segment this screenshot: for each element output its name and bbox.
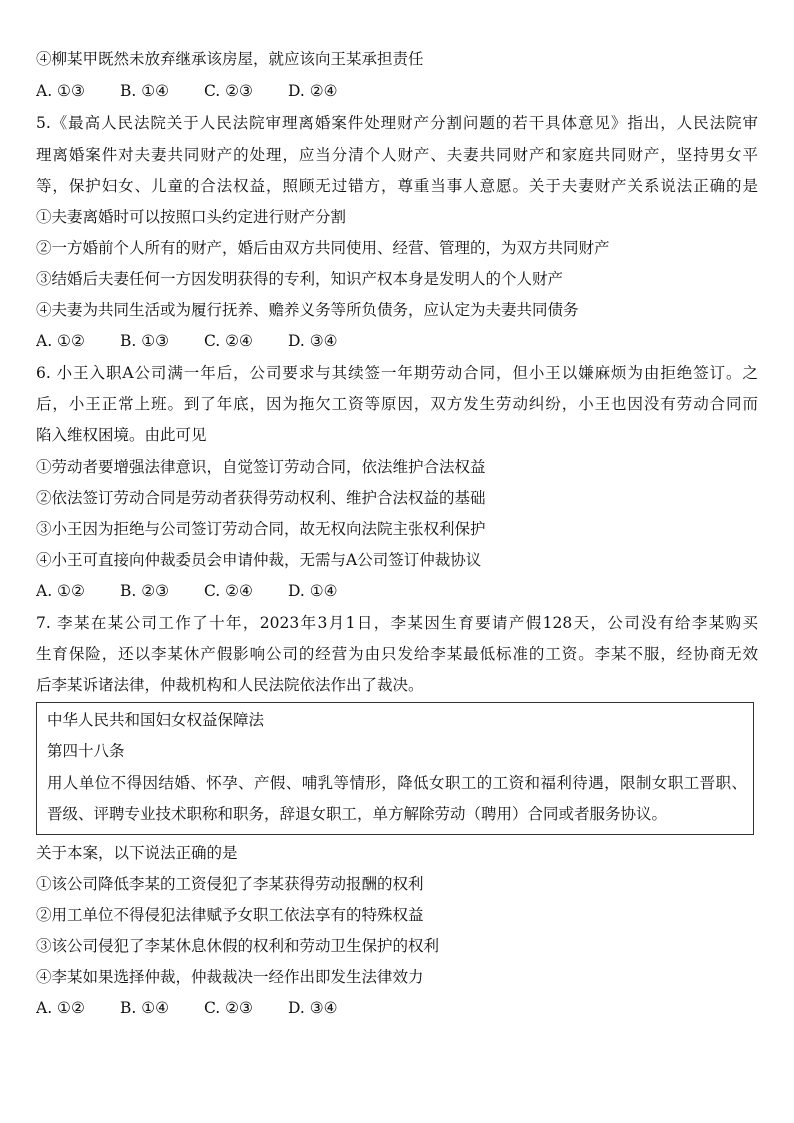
q4-option-b: B. ①④ bbox=[120, 82, 170, 100]
q5-stem-line-3: 等，保护妇女、儿童的合法权益，照顾无过错方，尊重当事人意愿。关于夫妻财产关系说法正确的是 bbox=[36, 177, 758, 195]
law-text-line-2: 晋级、评聘专业技术职称和职务，辞退女职工，单方解除劳动（聘用）合同或者服务协议。 bbox=[47, 805, 668, 823]
q7-statement-1: ①该公司降低李某的工资侵犯了李某获得劳动报酬的权利 bbox=[36, 875, 424, 893]
q5-statement-3: ③结婚后夫妻任何一方因发明获得的专利，知识产权本身是发明人的个人财产 bbox=[36, 270, 564, 288]
q5-stem-line-1: 5.《最高人民法院关于人民法院审理离婚案件处理财产分割问题的若干具体意见》指出，人民法院审 bbox=[36, 114, 758, 132]
q4-options bbox=[36, 76, 758, 107]
q6-statement-3: ③小王因为拒绝与公司签订劳动合同，故无权向法院主张权利保护 bbox=[36, 520, 486, 538]
q6-statement-1: ①劳动者要增强法律意识，自觉签订劳动合同，依法维护合法权益 bbox=[36, 458, 486, 476]
q6-stem-line-1: 6. 小王入职A公司满一年后，公司要求与其续签一年期劳动合同，但小王以嫌麻烦为由拒绝签订。之 bbox=[36, 364, 758, 382]
q6-stem-line-3: 陷入维权困境。由此可见 bbox=[36, 426, 207, 444]
q6-stem-line-2: 后，小王正常上班。到了年底，因为拖欠工资等原因，双方发生劳动纠纷，小王也因没有劳动合同而 bbox=[36, 395, 758, 413]
q5-options bbox=[36, 326, 758, 357]
law-excerpt-box bbox=[36, 702, 754, 835]
q7-stem-line-3: 后李某诉诸法律，仲裁机构和人民法院依法作出了裁决。 bbox=[36, 676, 424, 694]
q6-statement-4: ④小王可直接向仲裁委员会申请仲裁，无需与A公司签订仲裁协议 bbox=[36, 551, 482, 569]
q4-option-d: D. ②④ bbox=[288, 82, 338, 100]
law-article: 第四十八条 bbox=[47, 742, 125, 760]
law-text-line-1: 用人单位不得因结婚、怀孕、产假、哺乳等情形，降低女职工的工资和福利待遇，限制女职工晋职、 bbox=[47, 774, 747, 792]
q6-options bbox=[36, 576, 758, 607]
q7-statement-2: ②用工单位不得侵犯法律赋予女职工依法享有的特殊权益 bbox=[36, 906, 424, 924]
q4-statement-4: ④柳某甲既然未放弃继承该房屋，就应该向王某承担责任 bbox=[36, 50, 424, 68]
q5-option-b: B. ①③ bbox=[120, 332, 170, 350]
q7-prompt: 关于本案，以下说法正确的是 bbox=[36, 844, 238, 862]
q7-statement-4: ④李某如果选择仲裁，仲裁裁决一经作出即发生法律效力 bbox=[36, 968, 424, 986]
q5-option-a: A. ①② bbox=[36, 332, 85, 350]
q7-options bbox=[36, 993, 758, 1024]
q6-option-c: C. ②④ bbox=[204, 582, 253, 600]
q7-stem-line-1: 7. 李某在某公司工作了十年，2023年3月1日，李某因生育要请产假128天，公司没有给李某购买 bbox=[36, 614, 758, 632]
q5-stem-line-2: 理离婚案件对夫妻共同财产的处理，应当分清个人财产、夫妻共同财产和家庭共同财产，坚持男女平 bbox=[36, 146, 758, 164]
q5-statement-2: ②一方婚前个人所有的财产，婚后由双方共同使用、经营、管理的，为双方共同财产 bbox=[36, 239, 610, 257]
q4-option-c: C. ②③ bbox=[204, 82, 253, 100]
q7-option-c: C. ②③ bbox=[204, 999, 253, 1017]
q5-option-c: C. ②④ bbox=[204, 332, 253, 350]
q5-option-d: D. ③④ bbox=[288, 332, 338, 350]
q4-option-a: A. ①③ bbox=[36, 82, 85, 100]
q6-option-d: D. ①④ bbox=[288, 582, 338, 600]
q6-option-a: A. ①② bbox=[36, 582, 85, 600]
law-title: 中华人民共和国妇女权益保障法 bbox=[47, 711, 265, 729]
q6-statement-2: ②依法签订劳动合同是劳动者获得劳动权利、维护合法权益的基础 bbox=[36, 489, 486, 507]
q7-option-b: B. ①④ bbox=[120, 999, 170, 1017]
q6-option-b: B. ②③ bbox=[120, 582, 170, 600]
q7-option-a: A. ①② bbox=[36, 999, 85, 1017]
q7-statement-3: ③该公司侵犯了李某休息休假的权利和劳动卫生保护的权利 bbox=[36, 937, 440, 955]
q7-option-d: D. ③④ bbox=[288, 999, 338, 1017]
q5-statement-4: ④夫妻为共同生活或为履行抚养、赡养义务等所负债务，应认定为夫妻共同债务 bbox=[36, 301, 579, 319]
q7-stem-line-2: 生育保险，还以李某休产假影响公司的经营为由只发给李某最低标准的工资。李某不服，经协商无效 bbox=[36, 645, 758, 663]
q5-statement-1: ①夫妻离婚时可以按照口头约定进行财产分割 bbox=[36, 208, 347, 226]
